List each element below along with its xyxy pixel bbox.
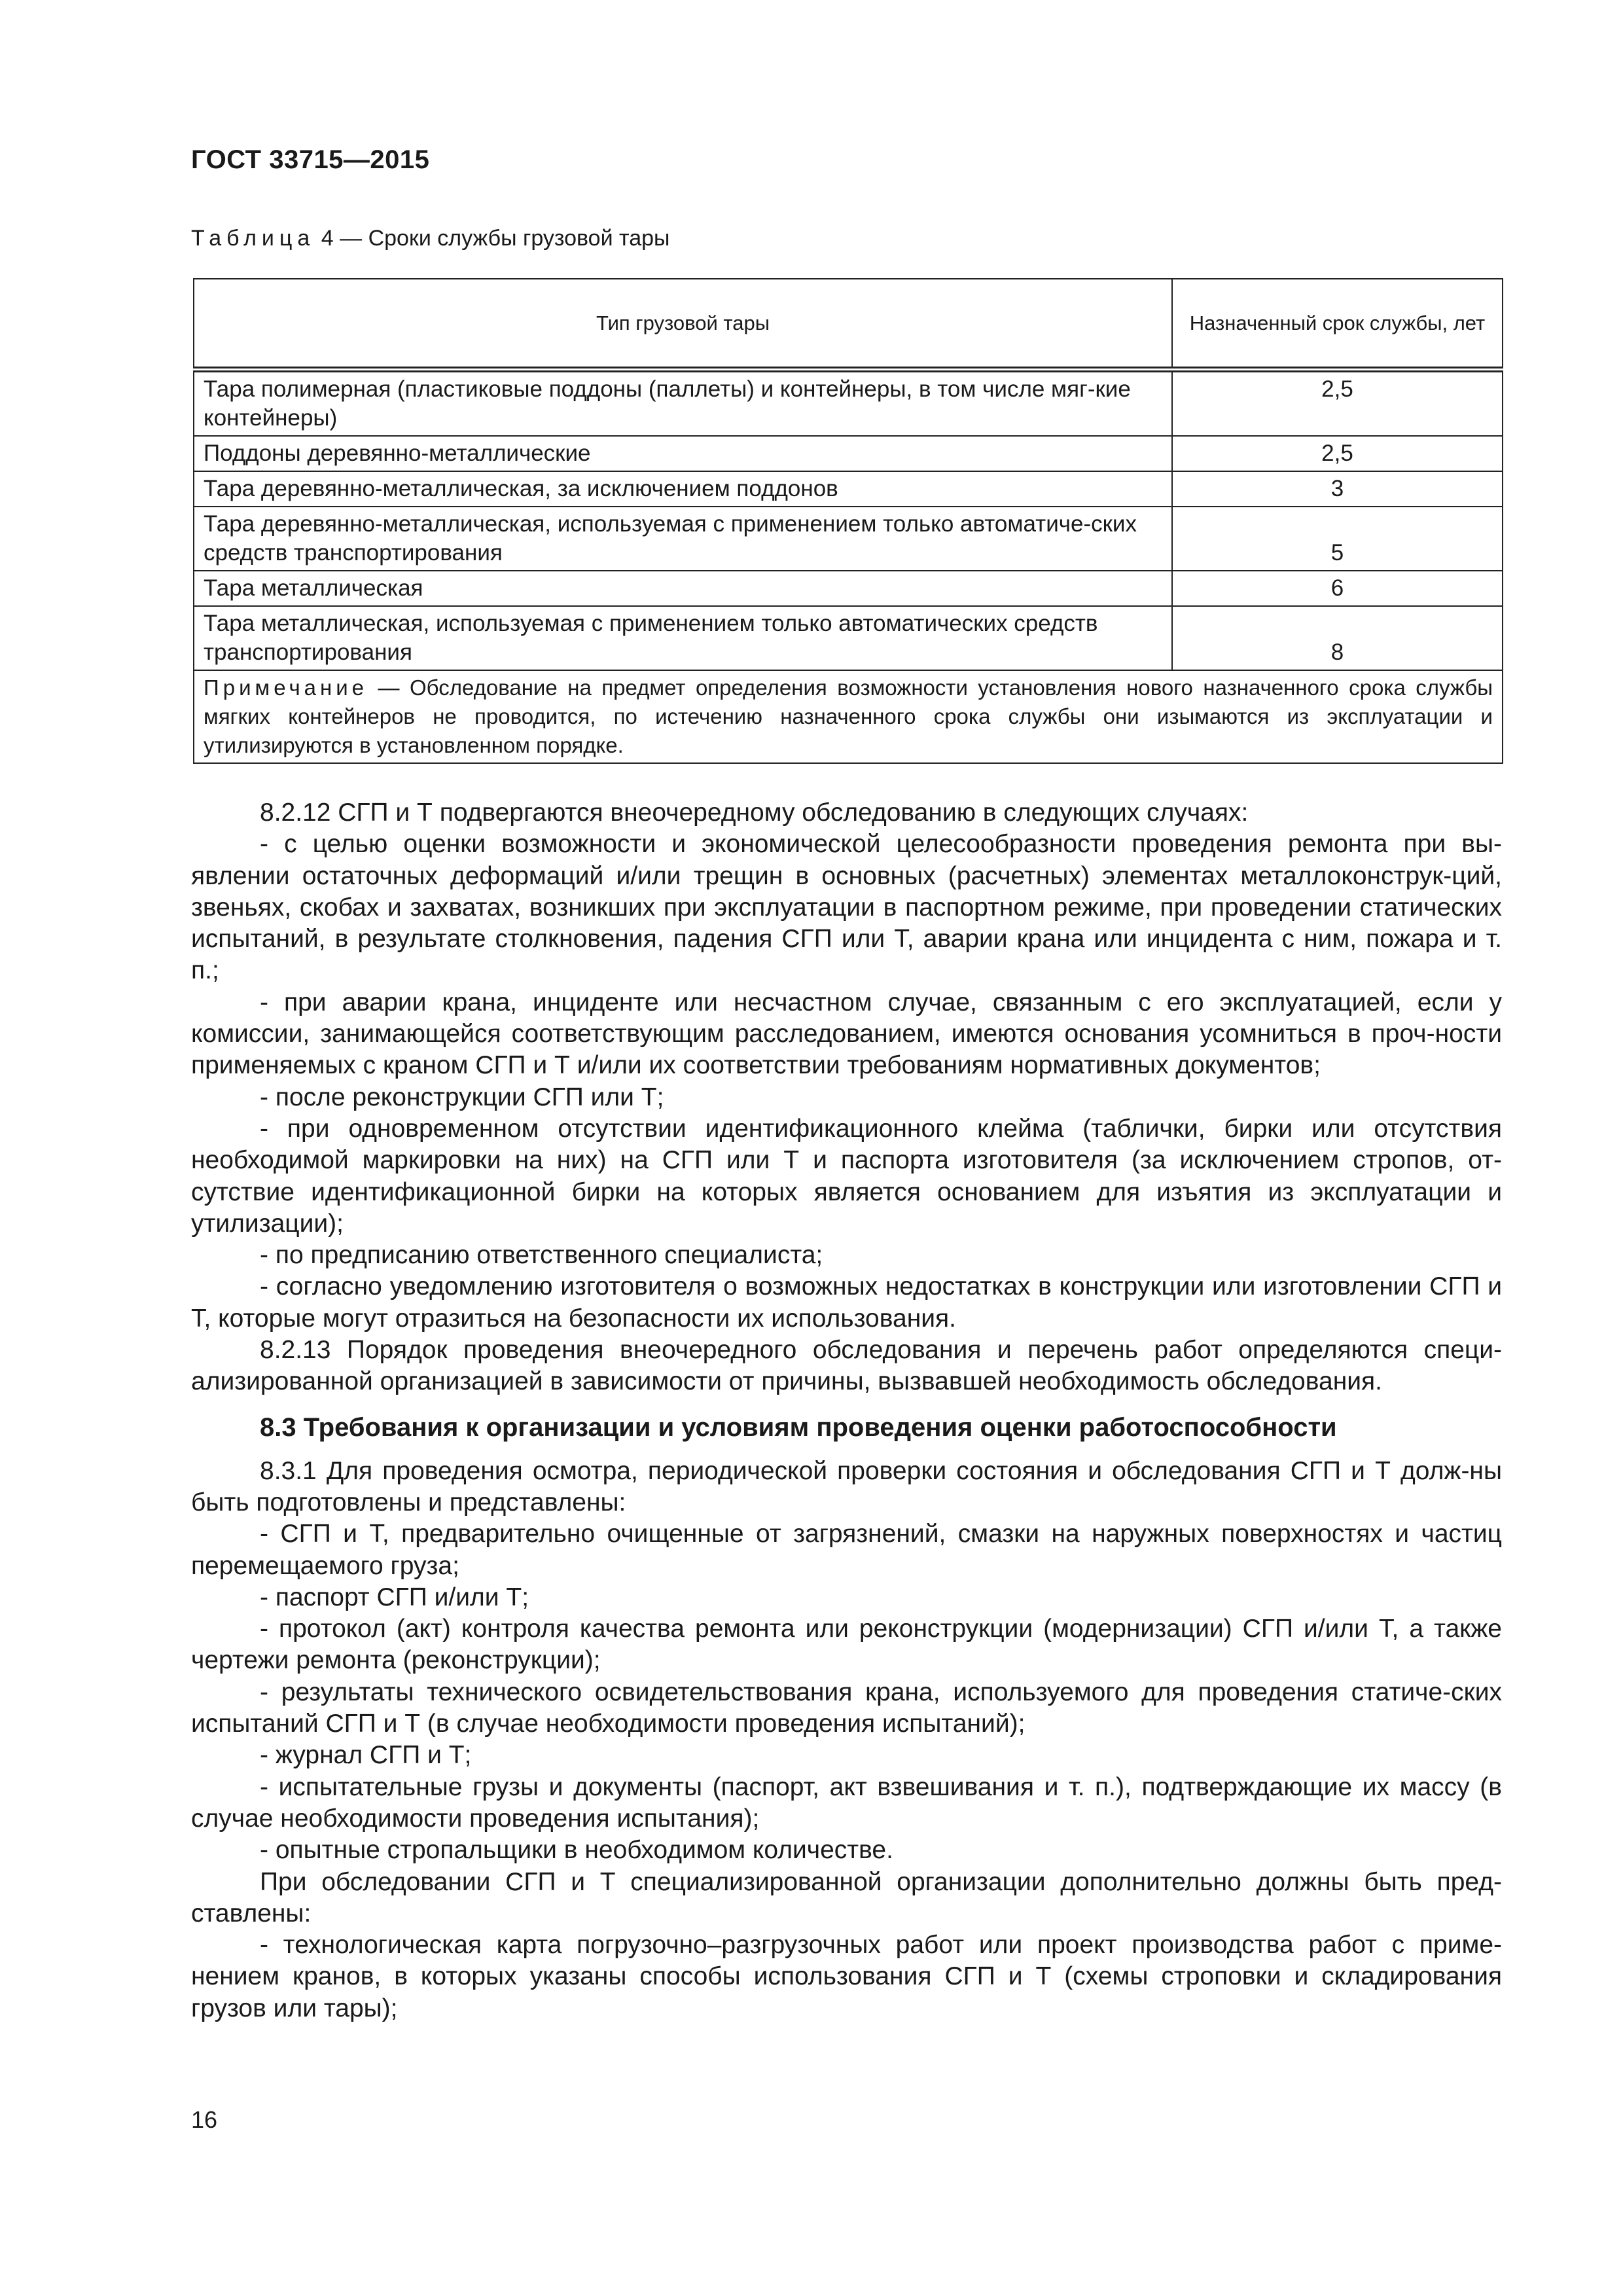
paragraph: При обследовании СГП и Т специализированной организации дополнительно должны быть пред-ставлены: [191,1867,1502,1928]
paragraph: - СГП и Т, предварительно очищенные от загрязнений, смазки на наружных поверхностях и частиц перемещаемого груза; [191,1520,1502,1580]
page-number: 16 [191,2106,218,2133]
table-cell-type: Тара деревянно-металлическая, используемая с применением только автоматиче-ских средств транспортирования [194,507,1172,571]
table-caption [191,226,669,251]
table-row [194,507,1503,571]
table-row [194,606,1503,670]
paragraph: 8.2.12 СГП и Т подвергаются внеочередному обследованию в следующих случаях: [260,798,1249,827]
table-row [194,471,1503,507]
paragraph: - паспорт СГП и/или Т; [260,1583,529,1611]
paragraph: - согласно уведомлению изготовителя о возможных недостатках в конструкции или изготовлении СГП и Т, которые могут отразиться на безопасности их использования. [191,1272,1502,1333]
table-cell-type: Поддоны деревянно-металлические [194,436,1172,471]
section-heading: 8.3 Требования к организации и условиям проведения оценки работоспособности [260,1412,1337,1442]
table-cell-value: 2,5 [1172,436,1503,471]
table-caption-text: 4 — Сроки службы грузовой тары [321,226,670,251]
column-header-type: Тип грузовой тары [194,279,1172,370]
paragraph: - опытные стропальщики в необходимом количестве. [260,1836,893,1865]
service-life-table [193,278,1503,764]
table-cell-value: 3 [1172,471,1503,507]
table-cell-value: 2,5 [1172,370,1503,437]
table-row [194,436,1503,471]
paragraph: 8.2.13 Порядок проведения внеочередного обследования и перечень работ определяются специ-ализированной организацией в зависимости от причины, вызвавшей необходимость обследования. [191,1336,1502,1396]
document-code: ГОСТ 33715—2015 [191,145,430,174]
table-cell-value: 5 [1172,507,1503,571]
paragraph: - журнал СГП и Т; [260,1741,472,1770]
column-header-lifetime: Назначенный срок службы, лет [1172,279,1503,370]
document-body [191,797,1502,2024]
paragraph: - протокол (акт) контроля качества ремонта или реконструкции (модернизации) СГП и/или Т, а также чертежи ремонта (реконструкции); [191,1615,1502,1675]
table-note-row [194,670,1503,763]
paragraph: 8.3.1 Для проведения осмотра, периодической проверки состояния и обследования СГП и Т долж-ны быть подготовлены и представлены: [191,1456,1502,1516]
table-row [194,370,1503,437]
table-cell-value: 8 [1172,606,1503,670]
paragraph: - испытательные грузы и документы (паспорт, акт взвешивания и т. п.), подтверждающие их массу (в случае необходимости проведения испытания); [191,1772,1502,1833]
table-header-row [194,279,1503,370]
table-note [194,670,1503,763]
table-cell-type: Тара металлическая [194,571,1172,606]
table-cell-value: 6 [1172,571,1503,606]
paragraph: - результаты технического освидетельствования крана, используемого для проведения статиче-ских испытаний СГП и Т (в случае необходимости проведения испытаний); [191,1677,1502,1738]
paragraph: - технологическая карта погрузочно–разгрузочных работ или проект производства работ с приме-нением кранов, в которых указаны способы использования СГП и Т (схемы строповки и складирования грузов или тары); [191,1931,1502,2022]
table-caption-label: Таблица [191,226,315,251]
table-row [194,571,1503,606]
table-cell-type: Тара металлическая, используемая с применением только автоматических средств транспортирования [194,606,1172,670]
table-cell-type: Тара полимерная (пластиковые поддоны (паллеты) и контейнеры, в том числе мяг-кие контейнеры) [194,370,1172,437]
table-cell-type: Тара деревянно-металлическая, за исключением поддонов [194,471,1172,507]
note-label: Примечание [204,675,368,700]
paragraph: - при одновременном отсутствии идентификационного клейма (таблички, бирки или отсутствия необходимой маркировки на них) на СГП или Т и паспорта изготовителя (за исключением стропов, от-сутствие идентификационной бирки на которых является основанием для изъятия из эксплуатации и утилизации); [191,1114,1502,1238]
paragraph: - при аварии крана, инциденте или несчастном случае, связанным с его эксплуатацией, если у комиссии, занимающейся соответствующим расследованием, имеются основания усомниться в проч-ности применяемых с краном СГП и Т и/или их соответствии требованиям нормативных документов; [191,988,1502,1080]
paragraph: - по предписанию ответственного специалиста; [260,1241,823,1270]
paragraph: - с целью оценки возможности и экономической целесообразности проведения ремонта при вы-явлении остаточных деформаций и/или трещин в основных (расчетных) элементах металлоконструк-ций, звеньях, скобах и захватах, возникших при эксплуатации в паспортном режиме, при проведении статических испытаний, в результате столкновения, падения СГП или Т, аварии крана или инцидента с ним, пожара и т. п.; [191,830,1502,985]
note-text: — Обследование на предмет определения возможности установления нового назначенного срока службы мягких контейнеров не проводится, по истечению назначенного срока службы они изымаются из эксплуатации и утилизируются в установленном порядке. [204,675,1493,757]
paragraph: - после реконструкции СГП или Т; [260,1083,664,1111]
